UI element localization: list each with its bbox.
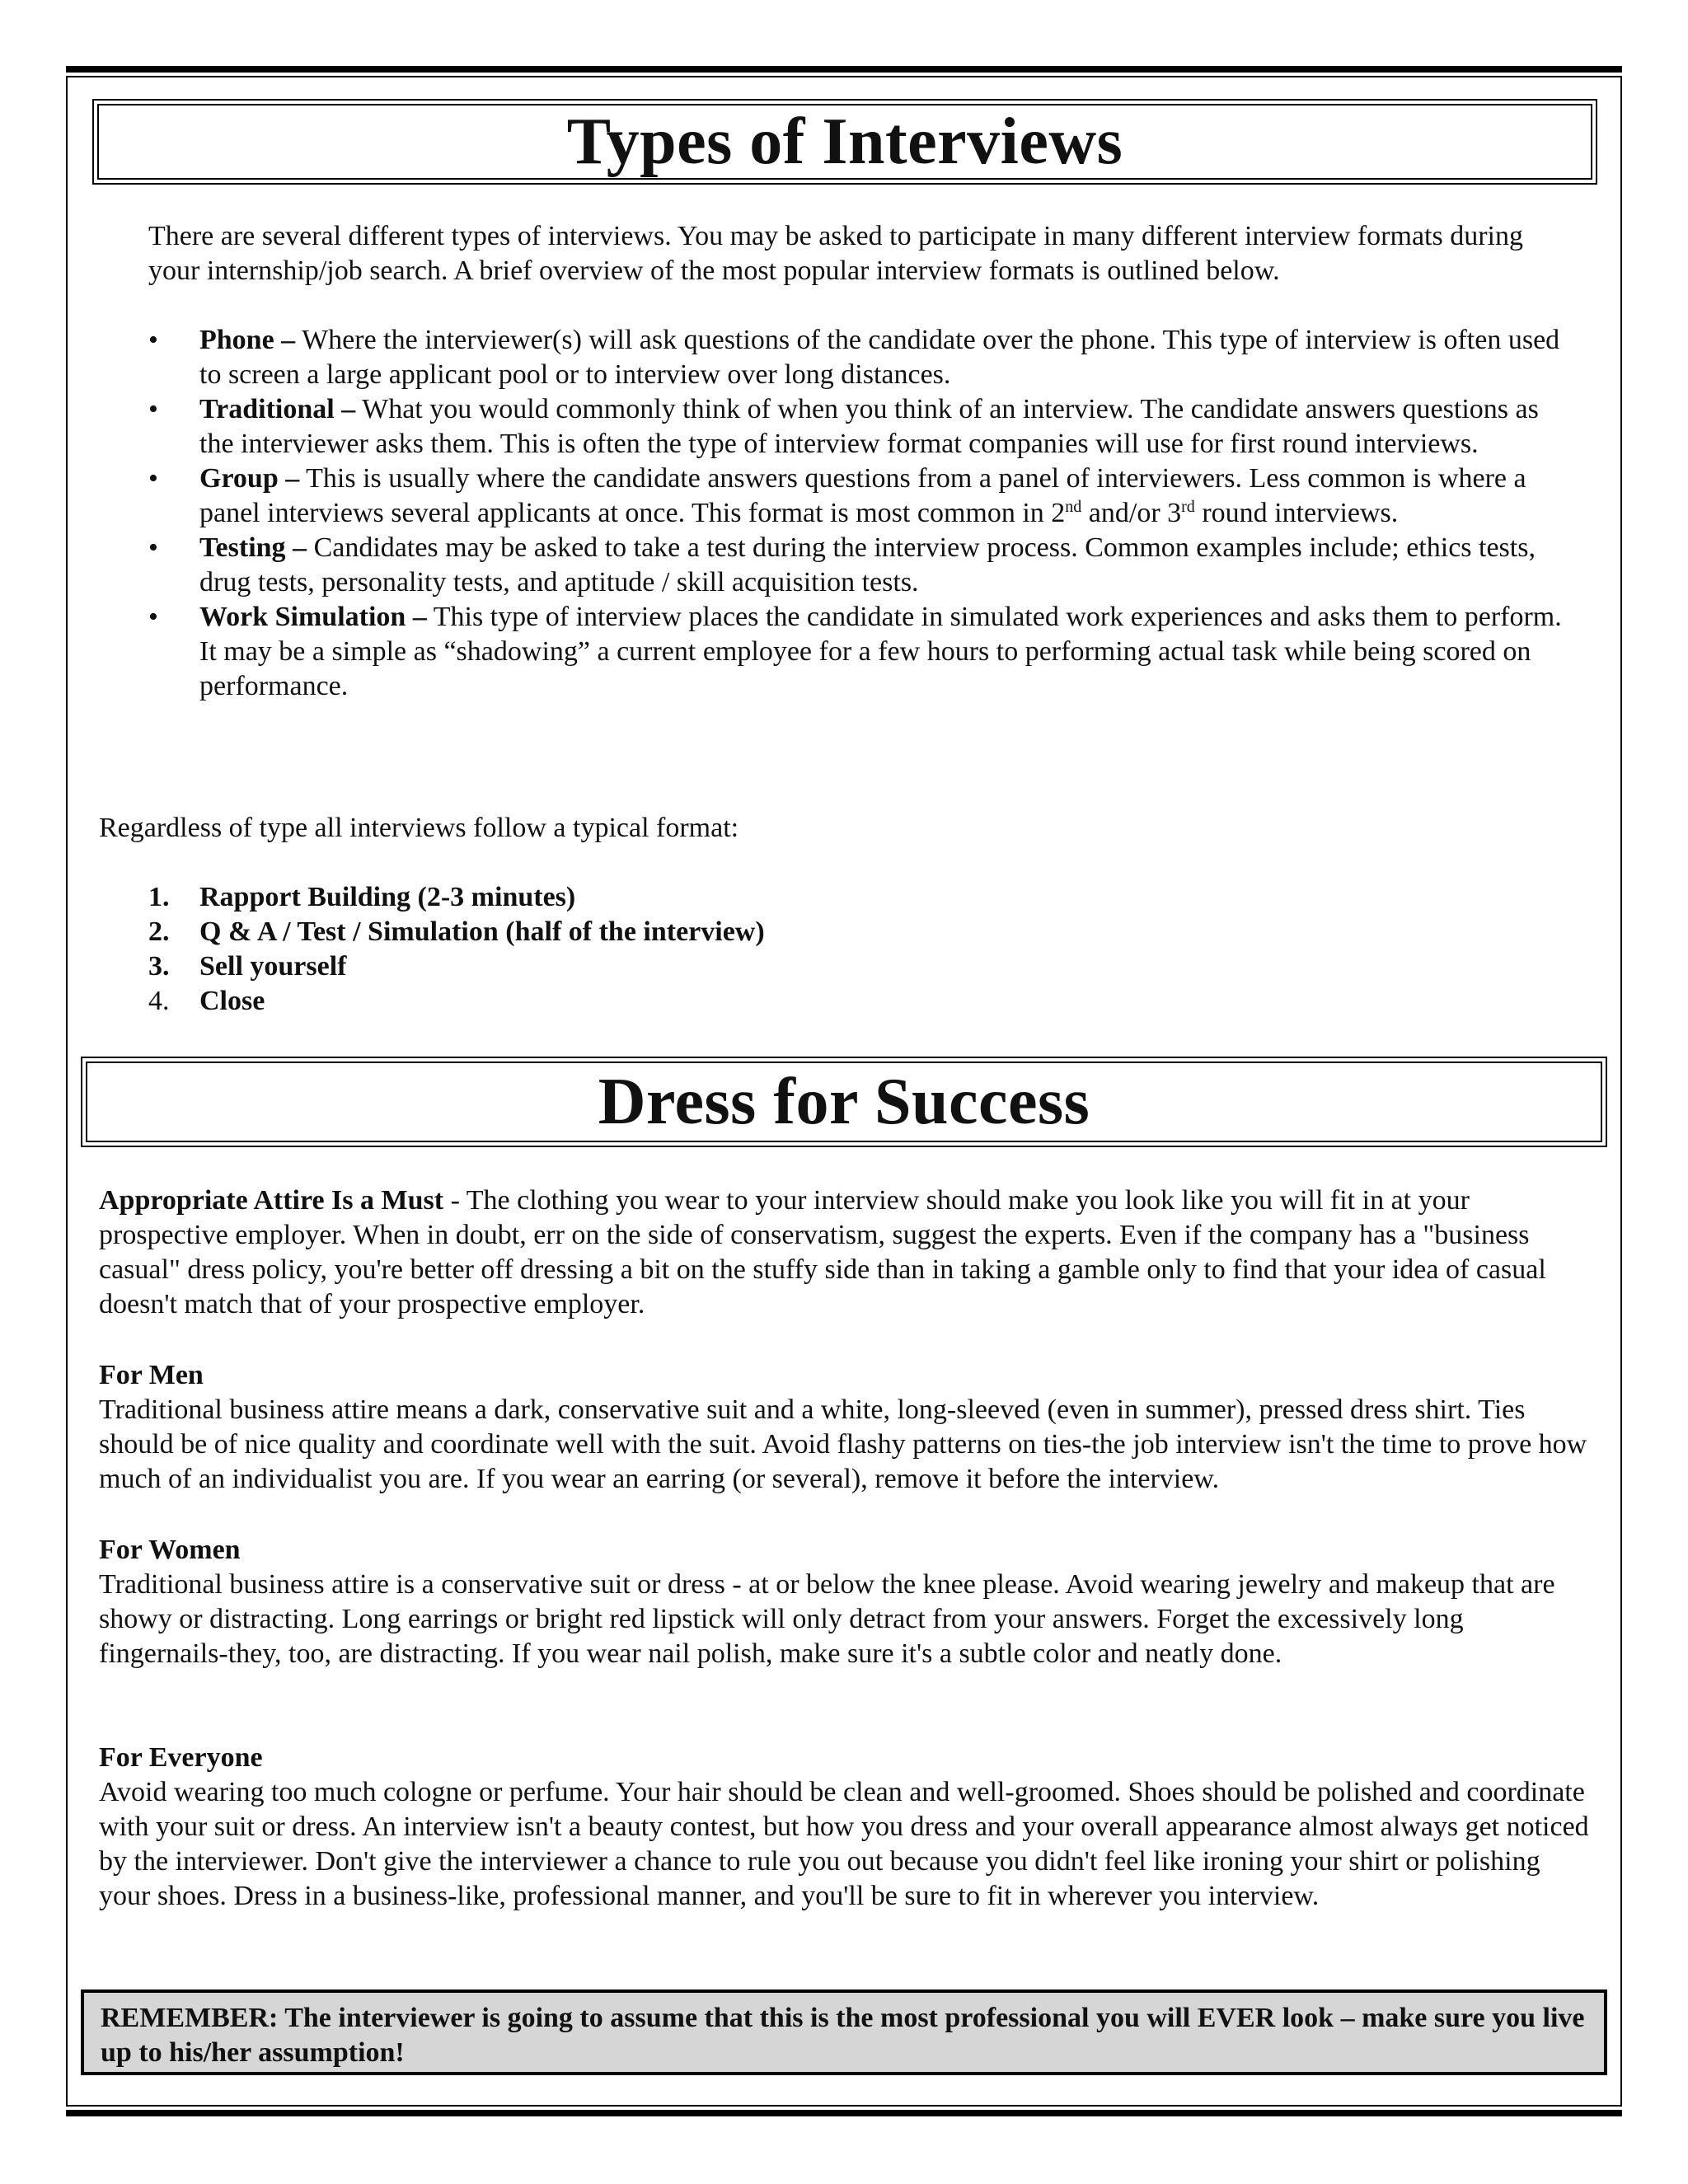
step-number: 3.: [148, 951, 170, 982]
bullet-text: This type of interview places the candidate in simulated work experiences and asks them to perform. It may be a simple as “shadowing” a current employee for a few hours to performing actual task while being scored on performance.: [199, 602, 1562, 701]
bullet-text: What you would commonly think of when you think of an interview. The candidate answers questions as the interviewer asks them. This is often the type of interview format companies will use for first round interviews.: [199, 394, 1539, 459]
bullet-text: and/or 3: [1081, 498, 1182, 528]
step-number: 2.: [148, 916, 170, 947]
interview-format-steps: [148, 880, 765, 1019]
list-item: [148, 984, 765, 1019]
bottom-rule: [66, 2110, 1622, 2116]
for-men-heading: For Men: [99, 1360, 204, 1390]
list-item: [148, 323, 1574, 392]
step-text: Q & A / Test / Simulation (half of the interview): [199, 916, 765, 947]
list-item: [148, 392, 1574, 462]
bullet-term: Traditional –: [199, 394, 356, 424]
list-item: [148, 462, 1574, 531]
bullet-dot: •: [148, 394, 158, 424]
interviews-intro: There are several different types of interviews. You may be asked to participate in many different interview formats during your internship/job search. A brief overview of the most popular interview formats is outlined below.: [148, 221, 1523, 286]
bullet-dot: •: [148, 602, 158, 632]
attire-text: - The clothing you wear to your interview should make you look like you will fit in at your prospective employer. When in doubt, err on the side of conservatism, suggest the experts. Even if the company has a "business casual" dress policy, you're better off dressing a bit on the stuffy side than in taking a gamble only to find that your idea of casual doesn't match that of your prospective employer.: [99, 1185, 1546, 1319]
step-text: Sell yourself: [199, 951, 347, 982]
dress-for-success-title: Dress for Success: [598, 1066, 1090, 1138]
bullet-text: round interviews.: [1194, 498, 1399, 528]
bottom-rule-thin: [66, 2105, 1622, 2107]
attire-paragraph: [99, 1183, 1591, 1322]
step-text: Close: [199, 986, 265, 1016]
step-number: 4.: [148, 986, 170, 1016]
format-intro: Regardless of type all interviews follow a typical format:: [99, 813, 739, 843]
superscript: rd: [1181, 498, 1195, 516]
for-everyone-text: Avoid wearing too much cologne or perfume. Your hair should be clean and well-groomed. Shoes should be polished and coordinate with your suit or dress. An interview isn't a beauty contest, but how you dress and your overall appearance almost always get noticed by the interviewer. Don't give the interviewer a chance to rule you out because you didn't feel like ironing your shirt or polishing your shoes. Dress in a business-like, professional manner, and you'll be sure to fit in wherever you interview.: [99, 1777, 1589, 1911]
top-rule: [66, 66, 1622, 73]
attire-heading: Appropriate Attire Is a Must: [99, 1185, 444, 1216]
for-everyone-heading: For Everyone: [99, 1742, 263, 1773]
bullet-term: Testing –: [199, 532, 307, 563]
for-women-text: Traditional business attire is a conservative suit or dress - at or below the knee please. Avoid wearing jewelry and makeup that are showy or distracting. Long earrings or bright red lipstick will only detract from your answers. Forget the excessively long fingernails-they, too, are distracting. If you wear nail polish, make sure it's a subtle color and neatly done.: [99, 1569, 1555, 1669]
step-text: Rapport Building (2-3 minutes): [199, 882, 576, 912]
for-men-block: [99, 1358, 1591, 1497]
bullet-term: Phone –: [199, 325, 296, 355]
bullet-dot: •: [148, 325, 158, 355]
for-women-block: [99, 1533, 1591, 1671]
list-item: [148, 880, 765, 915]
types-of-interviews-title: Types of Interviews: [566, 105, 1123, 178]
dress-for-success-title-box: [81, 1057, 1607, 1147]
list-item: [148, 531, 1574, 600]
list-item: [148, 949, 765, 984]
bullet-term: Work Simulation –: [199, 602, 427, 632]
bullet-term: Group –: [199, 463, 300, 494]
bullet-text: Where the interviewer(s) will ask questions of the candidate over the phone. This type of interview is often used to screen a large applicant pool or to interview over long distances.: [199, 325, 1560, 390]
bullet-dot: •: [148, 463, 158, 494]
bullet-text: Candidates may be asked to take a test during the interview process. Common examples include; ethics tests, drug tests, personality tests, and aptitude / skill acquisition tests.: [199, 532, 1536, 598]
list-item: [148, 600, 1574, 704]
bullet-dot: •: [148, 532, 158, 563]
superscript: nd: [1065, 498, 1082, 516]
for-everyone-block: [99, 1741, 1591, 1914]
list-item: [148, 915, 765, 949]
bullet-text: This is usually where the candidate answers questions from a panel of interviewers. Less common is where a panel interviews several applicants at once. This format is most common in 2: [199, 463, 1526, 528]
step-number: 1.: [148, 882, 170, 912]
remember-callout: REMEMBER: The interviewer is going to assume that this is the most professional you will EVER look – make sure you live up to his/her assumption!: [81, 1990, 1607, 2075]
for-women-heading: For Women: [99, 1535, 241, 1565]
interview-types-list: [148, 323, 1574, 704]
types-of-interviews-title-box: [92, 99, 1597, 185]
for-men-text: Traditional business attire means a dark, conservative suit and a white, long-sleeved (even in summer), pressed dress shirt. Ties should be of nice quality and coordinate well with the suit. Avoid flashy patterns on ties-the job interview isn't the time to prove how much of an individualist you are. If you wear an earring (or several), remove it before the interview.: [99, 1394, 1587, 1494]
